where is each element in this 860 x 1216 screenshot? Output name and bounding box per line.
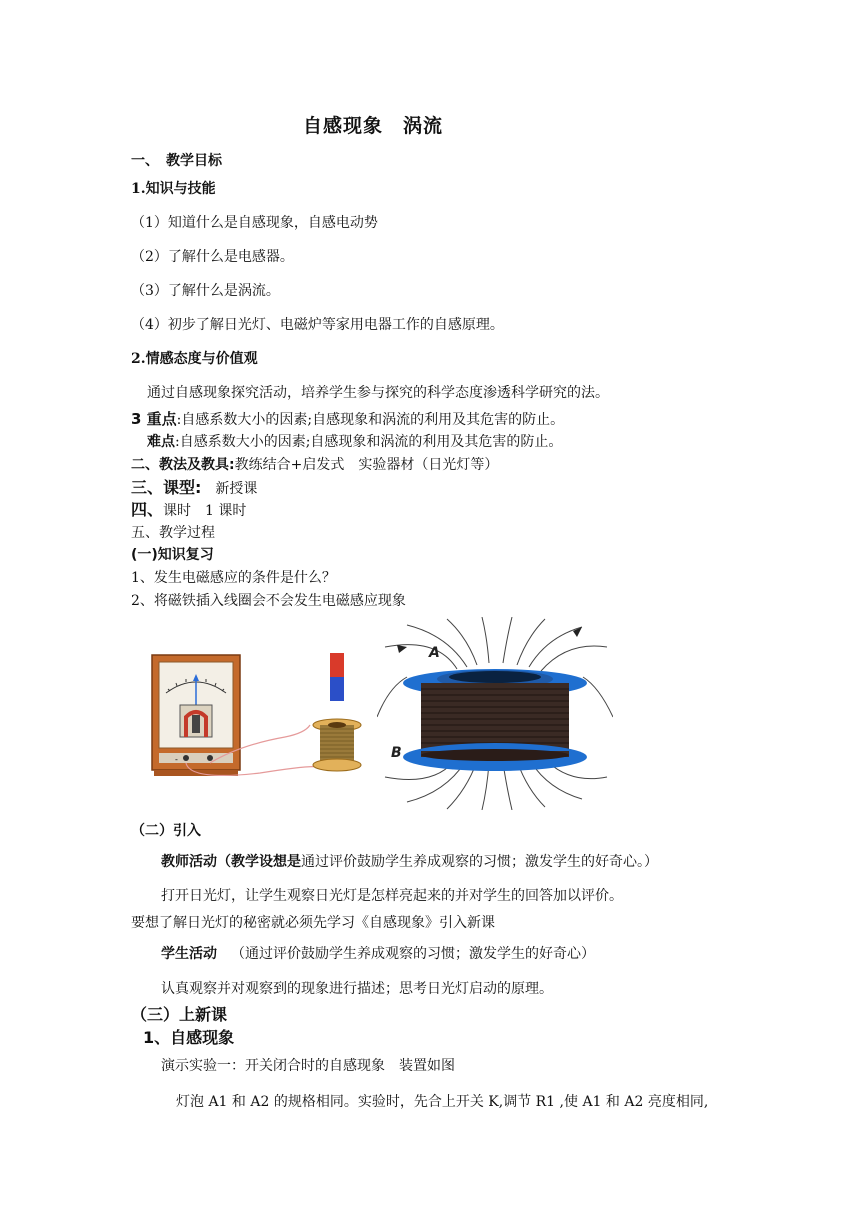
figure-label-b: B: [391, 745, 402, 761]
section-4-line: [131, 501, 246, 520]
intro-paragraph-1: 打开日光灯，让学生观察日光灯是怎样亮起来的并对学生的回答加以评价。: [161, 888, 623, 904]
section-2-text: 教练结合+启发式 实验器材（日光灯等）: [234, 457, 499, 473]
objective-item: （2）了解什么是电感器。: [131, 249, 294, 265]
svg-text:-: -: [175, 755, 178, 764]
section-2-label: 二、教法及教具:: [131, 457, 235, 473]
galvanometer-coil-illustration: [150, 645, 365, 785]
subheading-attitude: 2.情感态度与价值观: [131, 351, 258, 367]
self-induction-subheading: 1、自感现象: [143, 1028, 235, 1047]
solenoid-field-lines-illustration: [377, 617, 613, 810]
section-4-text: 课时 1 课时: [163, 503, 247, 519]
review-heading: (一)知识复习: [131, 547, 214, 563]
new-lesson-heading: （三）上新课: [131, 1005, 228, 1024]
intro-paragraph-3: 认真观察并对观察到的现象进行描述；思考日光灯启动的原理。: [161, 981, 553, 997]
key-points-text: :自感系数大小的因素;自感现象和涡流的利用及其危害的防止。: [176, 412, 565, 428]
teacher-activity-line: [161, 853, 658, 871]
objective-item: （4）初步了解日光灯、电磁炉等家用电器工作的自感原理。: [131, 317, 504, 333]
key-points-label: 3 重点: [131, 410, 177, 428]
section-3-line: [131, 479, 257, 498]
student-activity-label: 学生活动: [161, 946, 217, 962]
intro-paragraph-2: 要想了解日光灯的秘密就必须先学习《自感现象》引入新课: [131, 915, 495, 931]
subheading-knowledge-skills: 1.知识与技能: [131, 181, 216, 197]
objective-item: （1）知道什么是自感现象，自感电动势: [131, 215, 378, 231]
page-title: 自感现象 涡流: [303, 115, 444, 137]
review-question-1: 1、发生电磁感应的条件是什么？: [131, 570, 336, 586]
section-1-heading: 一、 教学目标: [131, 153, 222, 169]
section-4-label: 四、: [131, 500, 164, 519]
difficult-points-text: :自感系数大小的因素;自感现象和涡流的利用及其危害的防止。: [175, 434, 563, 450]
student-activity-line: [161, 945, 595, 963]
figure-label-a: A: [429, 645, 440, 661]
review-question-2: 2、将磁铁插入线圈会不会发生电磁感应现象: [131, 593, 406, 609]
key-points-line: [131, 410, 564, 429]
demo-experiment-line: 演示实验一：开关闭合时的自感现象 装置如图: [161, 1058, 455, 1074]
intro-heading: （二）引入: [131, 823, 201, 839]
section-3-label: 三、课型:: [131, 478, 202, 497]
section-5-label: 五、教学过程: [131, 525, 215, 541]
teacher-activity-label: 教师活动（教学设想是: [161, 854, 301, 870]
attitude-paragraph: 通过自感现象探究活动，培养学生参与探究的科学态度渗透科学研究的法。: [147, 385, 609, 401]
difficult-points-line: [147, 433, 562, 451]
experiment-description: 灯泡 A1 和 A2 的规格相同。实验时，先合上开关 K,调节 R1 ,使 A1 和 A2 亮度相同,: [176, 1094, 709, 1110]
student-activity-text: （通过评价鼓励学生养成观察的习惯；激发学生的好奇心）: [231, 946, 595, 962]
teacher-activity-text: 通过评价鼓励学生养成观察的习惯；激发学生的好奇心。）: [301, 854, 658, 870]
objective-item: （3）了解什么是涡流。: [131, 283, 280, 299]
section-3-text: 新授课: [215, 481, 258, 497]
difficult-points-label: 难点: [147, 434, 175, 450]
section-2-line: [131, 456, 498, 474]
